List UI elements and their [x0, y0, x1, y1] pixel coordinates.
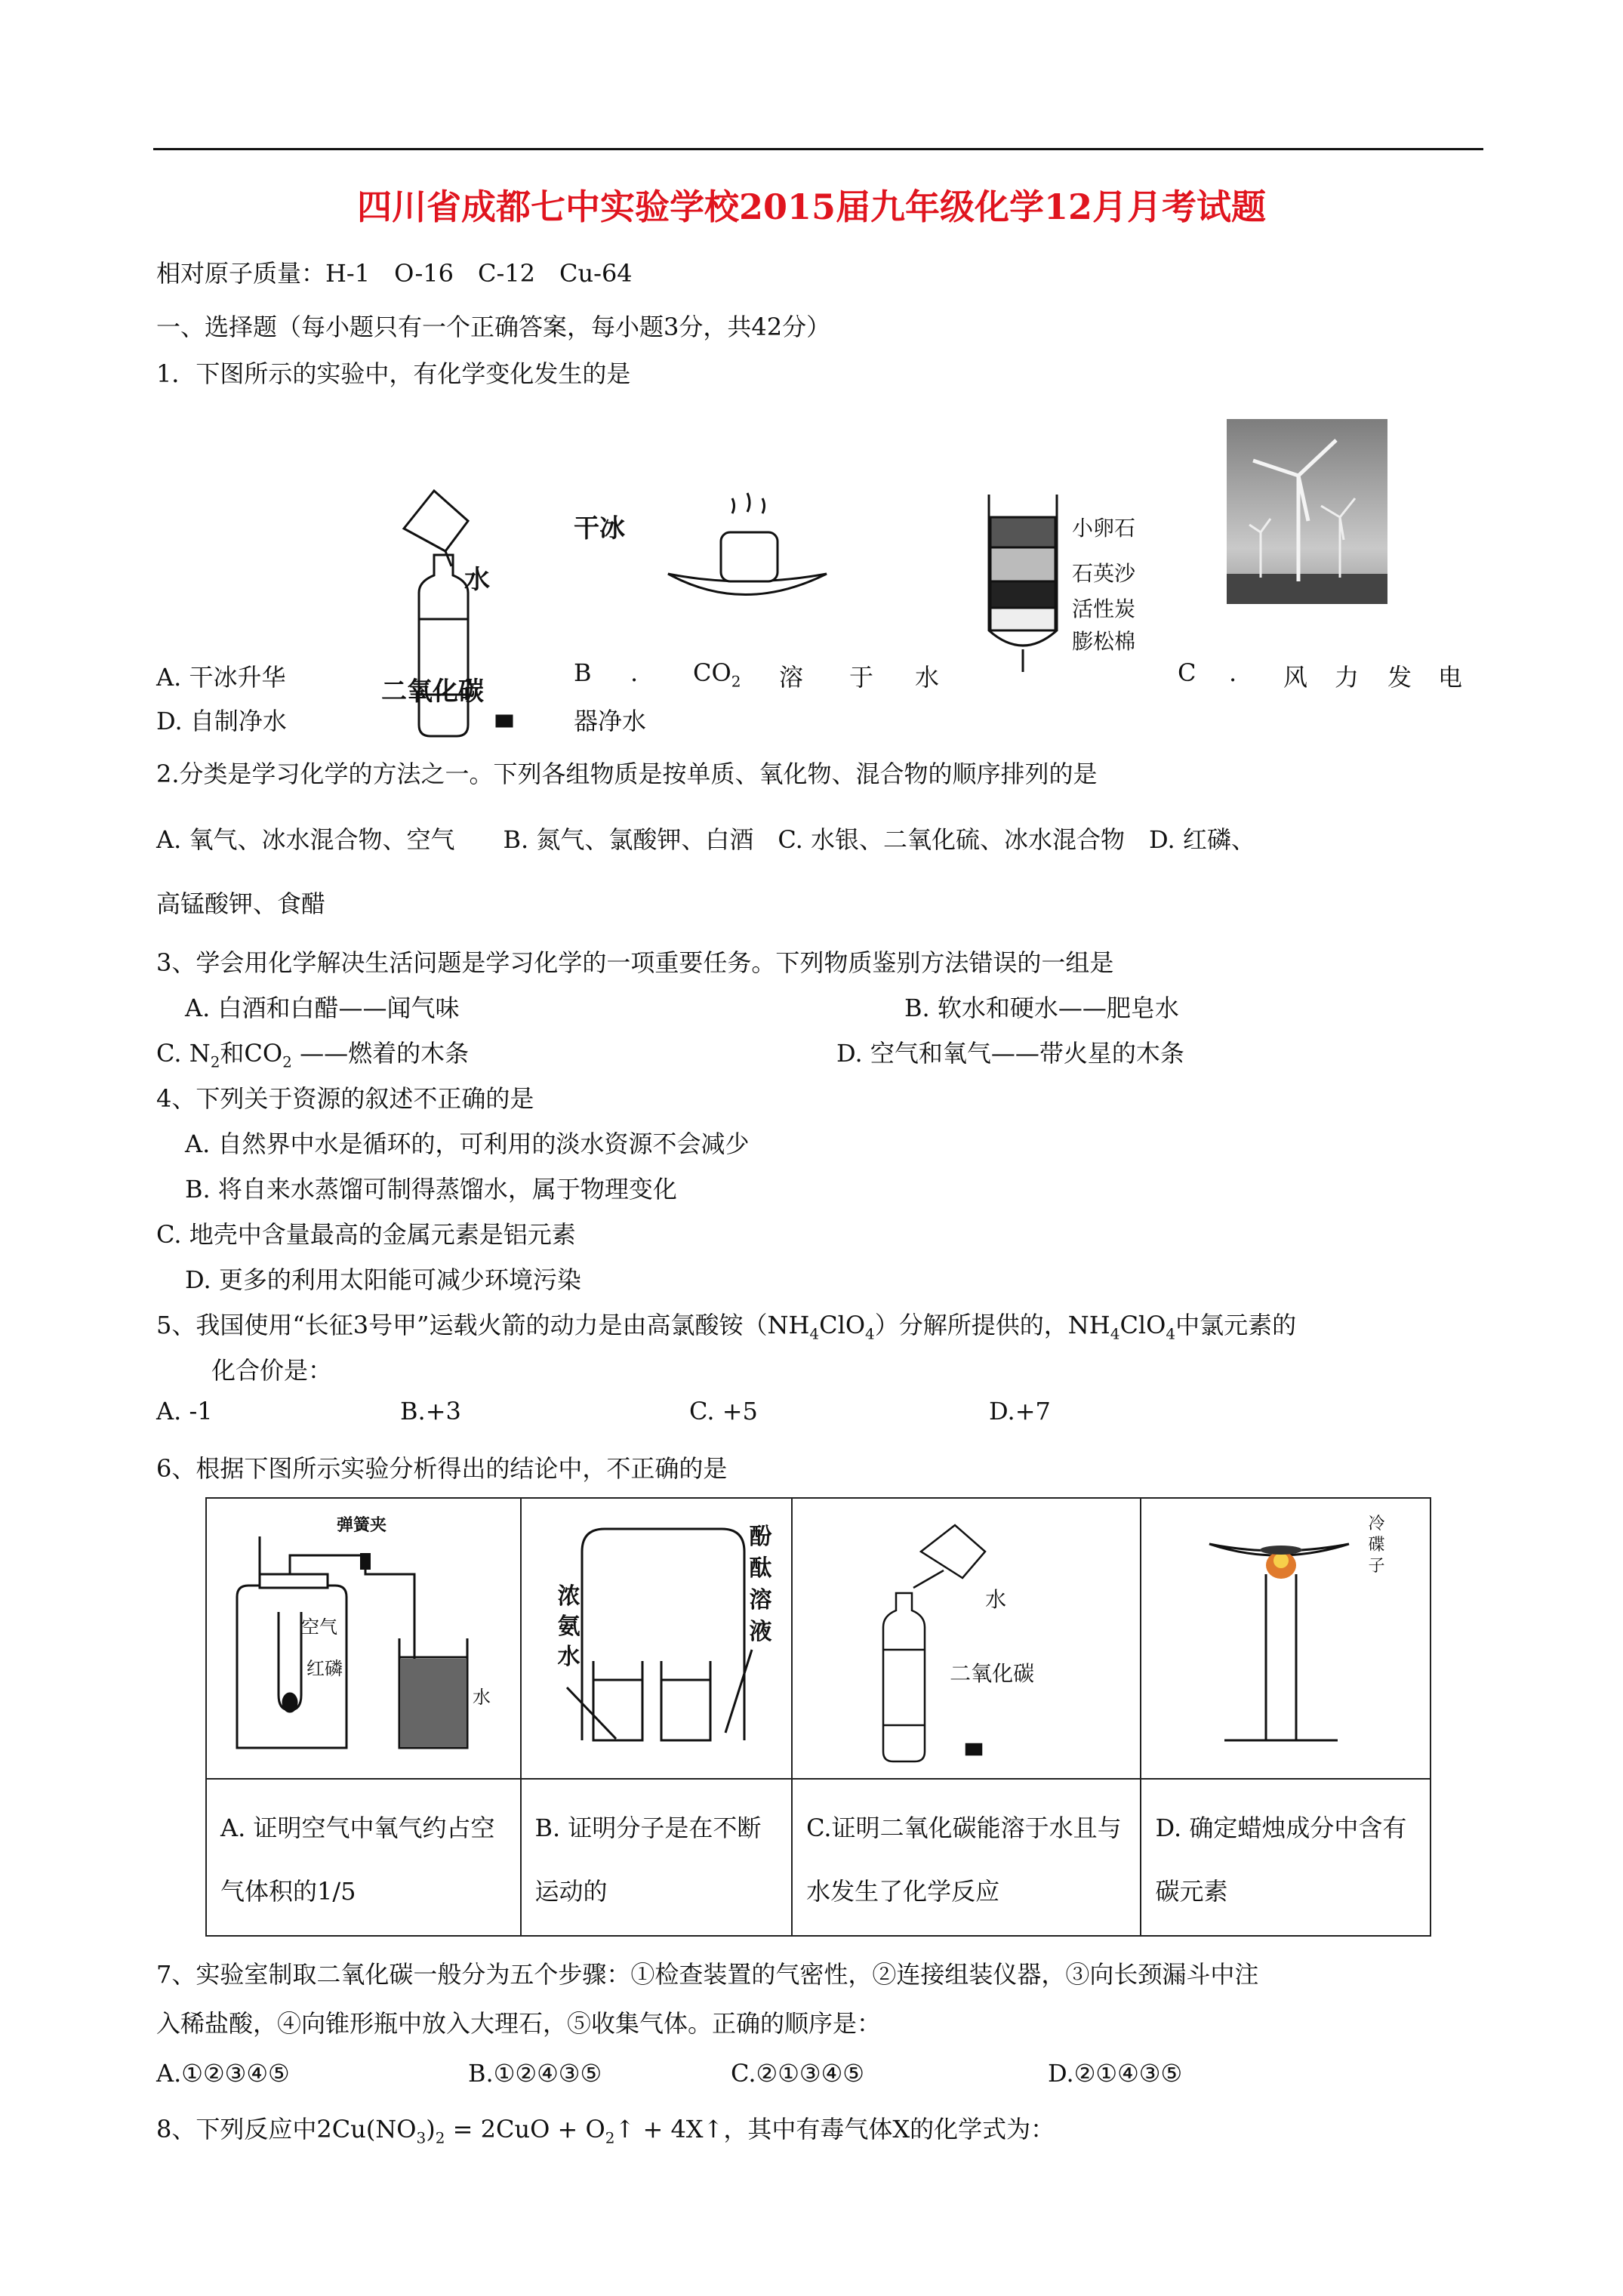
q1-option-b-ch1: 溶 — [779, 663, 804, 692]
q4-option-b: B. 将自来水蒸馏可制得蒸馏水，属于物理变化 — [185, 1175, 677, 1203]
q6-cell-a-figure — [206, 1498, 521, 1779]
q7-option-c: C.②①③④⑤ — [731, 2059, 864, 2088]
q3-option-d: D. 空气和氧气——带火星的木条 — [836, 1039, 1184, 1068]
q1-option-b-ch3: 水 — [915, 663, 940, 692]
oxygen-volume-apparatus — [207, 1499, 522, 1778]
atomic-mass: 相对原子质量：H-1 O-16 C-12 Cu-64 — [156, 259, 633, 288]
q1-option-b-dot: . — [630, 658, 639, 687]
q1-stem: 1．下图所示的实验中，有化学变化发生的是 — [156, 359, 631, 388]
dry-ice-figure — [638, 483, 864, 604]
q1-option-d: D. 自制净水 — [156, 707, 287, 735]
q1-option-a: A. 干冰升华 — [156, 663, 286, 692]
q8-stem: 8、下列反应中$2Cu(NO_3)_2 = 2CuO$ + $O_2↑$ + 4X↑，其中有毒气体X的化学式为： — [156, 2115, 1055, 2147]
q2-options-line1: A. 氧气、冰水混合物、空气 B. 氮气、氯酸钾、白酒 C. 水银、二氧化硫、冰水混合物 D. 红磷、 — [156, 825, 1255, 854]
q1-label-water: 水 — [464, 565, 490, 595]
q2-stem: 2.分类是学习化学的方法之一。下列各组物质是按单质、氧化物、混合物的顺序排列的是 — [156, 760, 1098, 788]
q1-label-co2: 二氧化碳 — [381, 676, 484, 707]
q5-option-a: A. -1 — [156, 1397, 213, 1425]
q7-stem-line1: 7、实验室制取二氧化碳一般分为五个步骤：①检查装置的气密性，②连接组装仪器，③向长颈漏斗中注 — [156, 1960, 1259, 1989]
q6-stem: 6、根据下图所示实验分析得出的结论中，不正确的是 — [156, 1454, 728, 1483]
label-water-a: 水 — [473, 1687, 491, 1708]
q5-stem-cont: 化合价是： — [211, 1356, 333, 1385]
q4-option-a: A. 自然界中水是循环的，可利用的淡水资源不会减少 — [185, 1130, 750, 1158]
q6-cell-d-figure — [1141, 1498, 1431, 1779]
q1-option-b-co2: $CO_2$ — [693, 658, 741, 691]
q6-caption-a: A. 证明空气中氧气约占空气体积的1/5 — [206, 1779, 521, 1936]
q3-option-a: A. 白酒和白醋——闻气味 — [185, 994, 460, 1022]
filter-label-4: 膨松棉 — [1072, 629, 1136, 654]
q6-cell-b-figure — [521, 1498, 793, 1779]
q1-option-c-dot: . — [1229, 658, 1237, 687]
label-ammonia: 浓 氨 水 — [557, 1583, 581, 1670]
q5-stem: 5、我国使用“长征3号甲”运载火箭的动力是由高氯酸铵$(NH_4ClO_4)$分解所提供的，$NH_4ClO_4$中氯元素的 — [156, 1311, 1297, 1343]
q6-caption-b: B. 证明分子是在不断运动的 — [521, 1779, 793, 1936]
q7-stem-line2: 入稀盐酸，④向锥形瓶中放入大理石，⑤收集气体。正确的顺序是： — [156, 2009, 882, 2038]
q1-label-dry-ice: 干冰 — [574, 513, 625, 544]
label-spring-clip: 弹簧夹 — [337, 1516, 387, 1535]
filter-label-1: 小卵石 — [1072, 516, 1136, 541]
label-air: 空气 — [301, 1616, 337, 1638]
water-filter-figure — [974, 487, 1072, 676]
q6-experiment-table — [205, 1497, 1431, 1937]
q1-option-c-ch2: 力 — [1335, 663, 1360, 692]
q7-option-b: B.①②④③⑤ — [468, 2059, 602, 2088]
label-red-phosphorus: 红磷 — [306, 1658, 343, 1679]
q1-option-c-ch4: 电 — [1438, 663, 1463, 692]
q1-option-c-ch3: 发 — [1387, 663, 1412, 692]
label-phenolphthalein: 酚 酞 溶 液 — [749, 1524, 772, 1645]
label-water-c: 水 — [985, 1587, 1007, 1612]
q6-caption-c: C.证明二氧化碳能溶于水且与水发生了化学反应 — [792, 1779, 1141, 1936]
filter-label-3: 活性炭 — [1072, 596, 1136, 621]
q6-caption-d: D. 确定蜡烛成分中含有碳元素 — [1141, 1779, 1431, 1936]
q4-option-c: C. 地壳中含量最高的金属元素是铝元素 — [156, 1220, 576, 1249]
q1-option-b-cont: 器净水 — [574, 707, 647, 735]
top-rule — [153, 148, 1483, 150]
q2-options-line2: 高锰酸钾、食醋 — [156, 889, 326, 918]
q3-option-b: B. 软水和硬水——肥皂水 — [904, 994, 1179, 1022]
q1-option-b-letter: B — [574, 658, 592, 687]
q7-option-a: A.①②③④⑤ — [156, 2059, 290, 2088]
q5-option-c: C. +5 — [689, 1397, 758, 1425]
q5-option-d: D.+7 — [989, 1397, 1051, 1425]
label-cold-dish: 冷 碟 子 — [1368, 1515, 1385, 1576]
wind-turbine-photo — [1227, 419, 1387, 604]
section-heading: 一、选择题（每小题只有一个正确答案，每小题3分，共42分） — [156, 313, 831, 341]
q6-cell-c-figure — [792, 1498, 1141, 1779]
q4-stem: 4、下列关于资源的叙述不正确的是 — [156, 1084, 534, 1113]
page-title: 四川省成都七中实验学校2015届九年级化学12月月考试题 — [356, 186, 1267, 227]
q1-option-b-ch2: 于 — [849, 663, 874, 692]
q3-option-c: C. $N_2$和$CO_2$ ——燃着的木条 — [156, 1039, 470, 1071]
q4-option-d: D. 更多的利用太阳能可减少环境污染 — [185, 1265, 581, 1294]
q1-option-c-ch1: 风 — [1283, 663, 1308, 692]
label-co2-c: 二氧化碳 — [950, 1661, 1035, 1686]
filter-label-2: 石英沙 — [1072, 561, 1136, 586]
q5-option-b: B.+3 — [400, 1397, 461, 1425]
co2-dissolve-apparatus — [793, 1499, 1142, 1778]
q3-stem: 3、学会用化学解决生活问题是学习化学的一项重要任务。下列物质鉴别方法错误的一组是 — [156, 948, 1114, 977]
q1-option-c-letter: C — [1178, 658, 1196, 687]
q7-option-d: D.②①④③⑤ — [1048, 2059, 1183, 2088]
